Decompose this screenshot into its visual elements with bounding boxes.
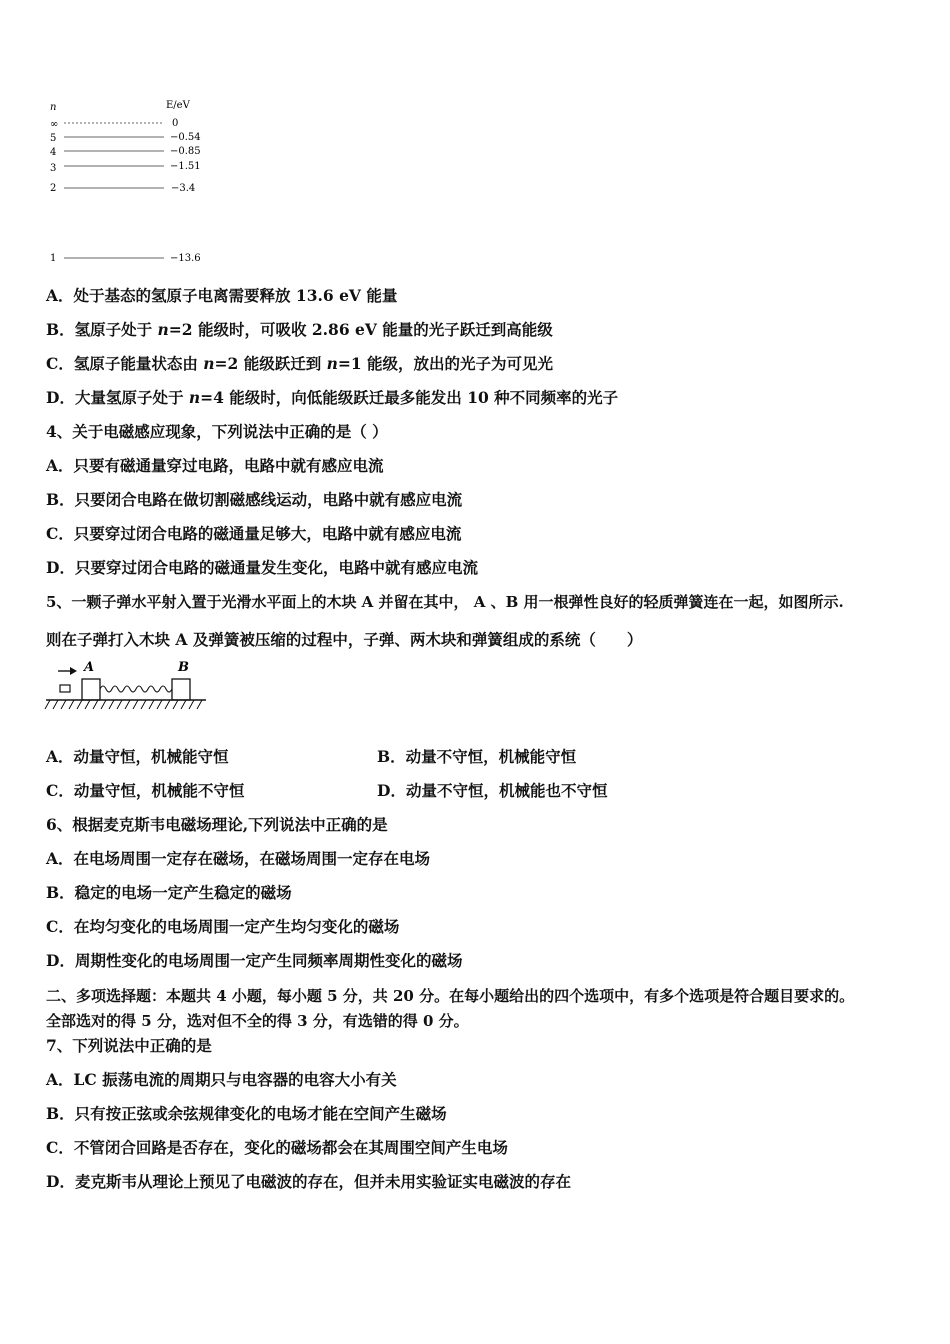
bullet-arrow-icon [70, 667, 77, 675]
ground-hatching [45, 700, 202, 709]
q3-option-d-post: =4 能级时，向低能级跃迁最多能发出 10 种不同频率的光子 [200, 388, 619, 407]
q6-option-d: D．周期性变化的电场周围一定产生同频率周期性变化的磁场 [46, 951, 463, 970]
q3-option-d-label: D． [46, 388, 75, 407]
q3-option-a-label: A． [46, 286, 74, 305]
level-n-3: 3 [50, 163, 57, 174]
section2-instructions-line2: 全部选对的得 5 分，选对但不全的得 3 分，有选错的得 0 分。 [46, 1012, 469, 1030]
level-e-1: −13.6 [170, 253, 201, 264]
q6-option-a: A．在电场周围一定存在磁场，在磁场周围一定存在电场 [46, 849, 431, 868]
block-a [82, 679, 100, 700]
q5-option-d: D．动量不守恒，机械能也不守恒 [377, 781, 608, 800]
block-b [172, 679, 190, 700]
q3-option-b-label: B． [46, 320, 75, 339]
q7-option-b: B．只有按正弦或余弦规律变化的电场才能在空间产生磁场 [46, 1104, 447, 1123]
q3-option-c-post: =1 能级，放出的光子为可见光 [337, 354, 554, 373]
q5-option-a: A．动量守恒，机械能守恒 [46, 747, 229, 766]
n-axis-label: n [50, 102, 57, 113]
spring-blocks-figure [44, 657, 209, 717]
q3-option-b [46, 320, 553, 340]
q3-option-c [46, 354, 553, 374]
bullet [60, 685, 70, 692]
block-a-label: A [84, 660, 95, 675]
q7-option-d: D．麦克斯韦从理论上预见了电磁波的存在，但并未用实验证实电磁波的存在 [46, 1172, 571, 1191]
section2-instructions-line1: 二、多项选择题：本题共 4 小题，每小题 5 分，共 20 分。在每小题给出的四个选项中，有多个选项是符合题目要求的。 [46, 987, 855, 1005]
q3-option-b-var: n [157, 320, 169, 339]
energy-level-diagram [44, 96, 224, 268]
q6-stem: 6、根据麦克斯韦电磁场理论,下列说法中正确的是 [46, 815, 388, 834]
q5-option-c: C．动量守恒，机械能不守恒 [46, 781, 245, 800]
level-n-inf: ∞ [50, 119, 59, 130]
q7-option-a: A．LC 振荡电流的周期只与电容器的电容大小有关 [46, 1070, 397, 1089]
q3-option-a [46, 286, 397, 306]
level-n-5: 5 [50, 133, 57, 144]
spring [100, 686, 174, 692]
q3-option-c-label: C． [46, 354, 74, 373]
q4-option-c: C．只要穿过闭合电路的磁通量足够大，电路中就有感应电流 [46, 524, 462, 543]
q3-option-b-post: =2 能级时，可吸收 2.86 eV 能量的光子跃迁到高能级 [168, 320, 553, 339]
q4-option-a: A．只要有磁通量穿过电路，电路中就有感应电流 [46, 456, 384, 475]
q5-stem-line2: 则在子弹打入木块 A 及弹簧被压缩的过程中，子弹、两木块和弹簧组成的系统（ ） [46, 630, 643, 649]
q3-option-c-mid: =2 能级跃迁到 [214, 354, 327, 373]
q3-option-c-var2: n [326, 354, 338, 373]
level-e-5: −0.54 [170, 132, 201, 143]
q7-stem: 7、下列说法中正确的是 [46, 1036, 212, 1055]
level-e-3: −1.51 [170, 161, 201, 172]
q4-option-d: D．只要穿过闭合电路的磁通量发生变化，电路中就有感应电流 [46, 558, 478, 577]
q4-option-b: B．只要闭合电路在做切割磁感线运动，电路中就有感应电流 [46, 490, 463, 509]
level-e-4: −0.85 [170, 146, 201, 157]
q3-option-d [46, 388, 618, 408]
q3-option-d-pre: 大量氢原子处于 [74, 388, 189, 407]
energy-axis-label: E/eV [166, 100, 190, 111]
q6-option-b: B．稳定的电场一定产生稳定的磁场 [46, 883, 292, 902]
q5-option-b: B．动量不守恒，机械能守恒 [377, 747, 577, 766]
level-n-1: 1 [50, 253, 57, 264]
q3-option-b-pre: 氢原子处于 [74, 320, 158, 339]
level-e-2: −3.4 [171, 183, 196, 194]
level-e-inf: 0 [172, 118, 179, 129]
q4-stem: 4、关于电磁感应现象，下列说法中正确的是（ ） [46, 422, 388, 441]
q3-option-c-var1: n [203, 354, 215, 373]
level-n-2: 2 [50, 183, 57, 194]
q3-option-d-var: n [188, 388, 201, 407]
q3-option-c-pre: 氢原子能量状态由 [73, 354, 204, 373]
q7-option-c: C．不管闭合回路是否存在，变化的磁场都会在其周围空间产生电场 [46, 1138, 508, 1157]
q6-option-c: C．在均匀变化的电场周围一定产生均匀变化的磁场 [46, 917, 400, 936]
level-n-4: 4 [50, 147, 57, 158]
q5-stem-line1: 5、一颗子弹水平射入置于光滑水平面上的木块 A 并留在其中， A 、B 用一根弹性良好的轻质弹簧连在一起，如图所示. [46, 593, 844, 611]
block-b-label: B [178, 660, 189, 675]
q3-option-a-text: 处于基态的氢原子电离需要释放 13.6 eV 能量 [73, 286, 398, 305]
